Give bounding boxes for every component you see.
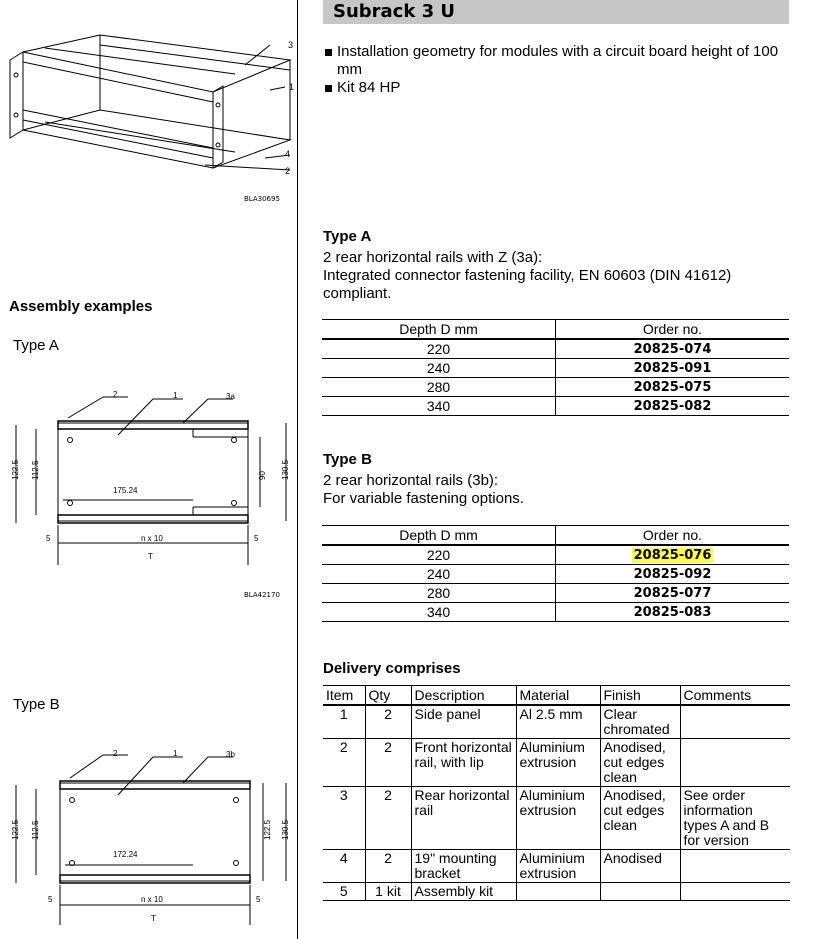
type-a-assembly-drawing [8,385,293,565]
table-header: Order no. [556,526,790,546]
svg-text:n x 10: n x 10 [141,534,163,543]
type-a-heading: Type A [323,228,372,245]
highlighted-order-number: 20825-076 [633,547,712,563]
table-header: Depth D mm [322,320,556,340]
svg-text:5: 5 [46,534,51,543]
delivery-table [323,685,790,901]
table-row: 4 2 19" mounting bracket Aluminium extrusion Anodised [323,850,790,883]
table-header: Order no. [556,320,790,340]
page-title: Subrack 3 U [333,1,456,22]
svg-text:2: 2 [285,166,291,176]
svg-text:122.5: 122.5 [11,459,20,480]
type-b-label: Type B [13,696,60,713]
svg-text:122.5: 122.5 [11,819,20,840]
bullet-square-icon [325,49,332,56]
title-bar [323,0,789,24]
table-row: 340 20825-082 [322,397,789,416]
subrack-isometric-drawing [5,30,297,180]
table-header: Comments [680,686,790,706]
svg-text:1: 1 [289,82,295,92]
type-b-description: 2 rear horizontal rails (3b): For variable fastening options. [323,472,524,507]
svg-text:90: 90 [258,471,267,480]
svg-text:n x 10: n x 10 [141,895,163,904]
svg-text:172.24: 172.24 [113,850,138,859]
bullet-square-icon [325,85,332,92]
svg-text:1: 1 [173,391,178,400]
table-header: Material [516,686,600,706]
svg-text:175.24: 175.24 [113,486,138,495]
feature-list [323,43,793,97]
svg-text:112.5: 112.5 [31,820,40,840]
svg-text:5: 5 [254,534,259,543]
svg-text:T: T [151,914,156,923]
table-header: Item [323,686,365,706]
figure-code: BLA42170 [244,591,280,599]
figure-code: BLA30695 [244,195,280,203]
column-divider [297,0,298,939]
delivery-heading: Delivery comprises [323,660,461,677]
svg-text:1: 1 [173,749,178,758]
list-item: Installation geometry for modules with a circuit board height of 100 mm [323,43,793,79]
type-b-order-table [322,525,789,622]
table-row: 2 2 Front horizontal rail, with lip Aluminium extrusion Anodised, cut edges clean [323,739,790,787]
svg-text:T: T [148,552,153,561]
table-row: 220 20825-074 [322,339,789,359]
list-item: Kit 84 HP [323,79,793,97]
svg-text:112.5: 112.5 [31,460,40,480]
table-row: 220 20825-076 [322,545,789,565]
assembly-examples-heading: Assembly examples [9,298,153,315]
svg-text:3a: 3a [226,392,235,401]
table-row: 5 1 kit Assembly kit [323,883,790,901]
table-row: 340 20825-083 [322,603,789,622]
table-header: Finish [600,686,680,706]
type-a-order-table [322,319,789,416]
table-header: Depth D mm [322,526,556,546]
svg-text:130.5: 130.5 [281,459,290,480]
svg-text:2: 2 [113,390,118,399]
svg-text:3b: 3b [226,750,235,759]
type-a-description: 2 rear horizontal rails with Z (3a): Integrated connector fastening facility, EN 60603 (DIN 41612) compliant. [323,249,732,302]
table-row: 240 20825-092 [322,565,789,584]
type-a-label: Type A [13,337,59,354]
svg-text:4: 4 [285,149,291,159]
table-row: 1 2 Side panel Al 2.5 mm Clear chromated [323,705,790,739]
svg-text:2: 2 [113,749,118,758]
type-b-heading: Type B [323,451,372,468]
svg-text:5: 5 [48,895,53,904]
table-header: Description [411,686,516,706]
table-header: Qty [365,686,411,706]
type-b-assembly-drawing [8,745,293,925]
table-row: 3 2 Rear horizontal rail Aluminium extrusion Anodised, cut edges clean See order information types A and B for version [323,787,790,850]
table-row: 280 20825-077 [322,584,789,603]
svg-text:3: 3 [288,40,294,50]
svg-text:130.5: 130.5 [281,819,290,840]
svg-text:5: 5 [256,895,261,904]
table-row: 280 20825-075 [322,378,789,397]
svg-text:122.5: 122.5 [263,819,272,840]
table-row: 240 20825-091 [322,359,789,378]
